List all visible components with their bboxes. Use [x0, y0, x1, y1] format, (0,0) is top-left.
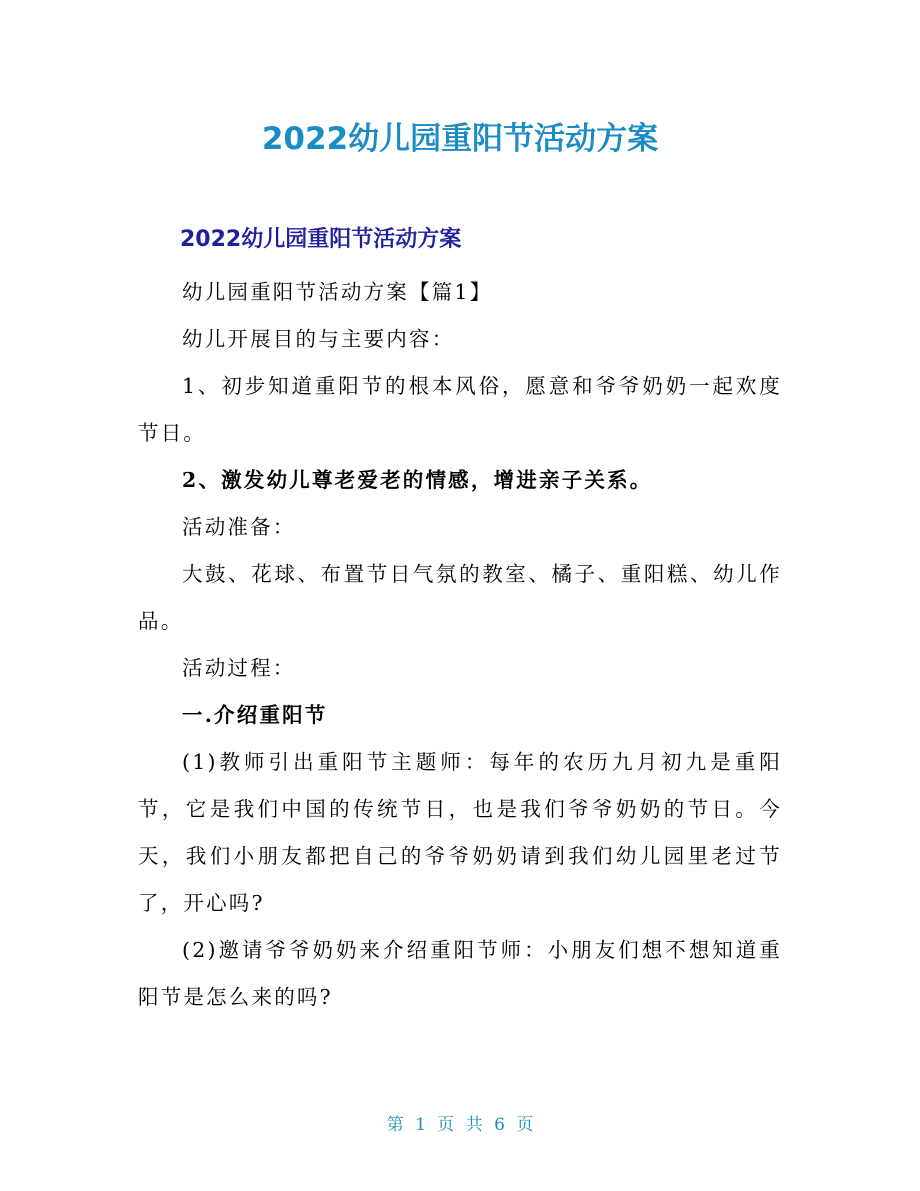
section-heading: 2022幼儿园重阳节活动方案	[180, 227, 462, 252]
paragraph-5: 活动准备：	[182, 515, 296, 539]
paragraph-4: 2、激发幼儿尊老爱老的情感，增进亲子关系。	[182, 468, 653, 492]
paragraph-6: 大鼓、花球、布置节日气氛的教室、橘子、重阳糕、幼儿作品。	[138, 562, 782, 633]
paragraph-10: (2)邀请爷爷奶奶来介绍重阳节师：小朋友们想不想知道重阳节是怎么来的吗?	[138, 938, 782, 1009]
document-body	[138, 222, 782, 1021]
paragraph-8: 一.介绍重阳节	[182, 703, 328, 727]
paragraph-2: 幼儿开展目的与主要内容：	[182, 327, 455, 351]
paragraph-9: (1)教师引出重阳节主题师：每年的农历九月初九是重阳节，它是我们中国的传统节日，也是我们爷爷奶奶的节日。今天，我们小朋友都把自己的爷爷奶奶请到我们幼儿园里老过节了，开心吗?	[138, 750, 782, 915]
paragraph-7: 活动过程：	[182, 656, 296, 680]
paragraph-3: 1、初步知道重阳节的根本风俗，愿意和爷爷奶奶一起欢度节日。	[138, 374, 782, 445]
document-title: 2022幼儿园重阳节活动方案	[261, 121, 659, 157]
paragraph-1: 幼儿园重阳节活动方案【篇1】	[182, 280, 493, 304]
page-number-footer: 第 1 页 共 6 页	[386, 1115, 534, 1135]
